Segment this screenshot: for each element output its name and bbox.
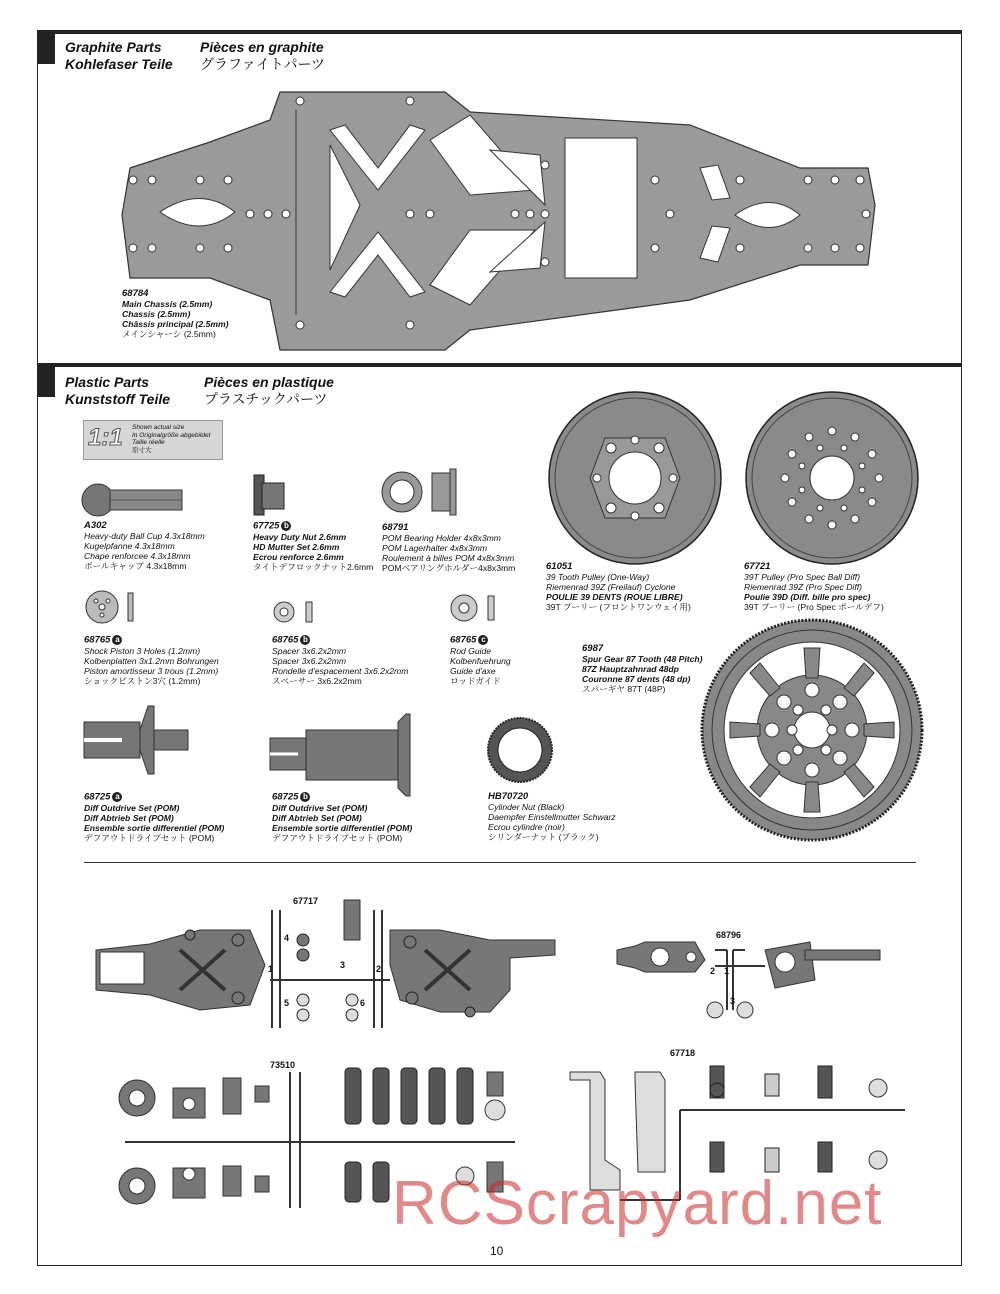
hb70720-caption xyxy=(488,792,616,842)
caption-line: Daempfer Einstellmutter Schwarz xyxy=(488,812,616,822)
p67725b-caption xyxy=(253,521,373,572)
spur-gear-drawing xyxy=(700,618,925,843)
part-number-text: 68765 xyxy=(84,634,111,646)
caption-line: メインシャーシ (2.5mm) xyxy=(122,329,216,339)
caption-line: Chape renforcee 4.3x18mm xyxy=(84,551,191,561)
caption-line: Rod Guide xyxy=(450,645,492,656)
variant-badge: b xyxy=(300,635,310,645)
tree-73510-label: 73510 xyxy=(270,1060,296,1070)
part-number: HB70720 xyxy=(488,791,529,802)
p68725a-caption xyxy=(84,792,224,843)
caption-line: POMベアリングホルダー4x8x3mm xyxy=(382,563,516,573)
tree-index: 1 xyxy=(268,964,274,974)
caption-line: デフアウトドライブセット (POM) xyxy=(84,832,215,843)
diff-outdrive-b-drawing xyxy=(268,712,418,798)
caption-line: Spacer 3x6.2x2mm xyxy=(272,655,347,666)
caption-line: Diff Outdrive Set (POM) xyxy=(272,802,368,813)
hub-carrier-tree-drawing xyxy=(615,920,885,1030)
caption-line: Couronne 87 dents (48 dp) xyxy=(582,674,691,684)
caption-line: Heavy Duty Nut 2.6mm xyxy=(253,531,347,542)
caption-line: タイトデフロックナット2.6mm xyxy=(253,561,374,572)
spacer-drawing xyxy=(272,598,322,628)
part-number: 6987 xyxy=(582,643,604,654)
caption-line: Shock Piston 3 Holes (1.2mm) xyxy=(84,645,201,656)
p61051-caption xyxy=(546,562,691,612)
caption-line: Guide d'axe xyxy=(450,665,496,676)
part-number-text: 68725 xyxy=(272,791,299,803)
caption-line: Châssis principal (2.5mm) xyxy=(122,319,229,329)
part-number xyxy=(84,792,224,803)
tree-68796-label: 68796 xyxy=(716,930,742,940)
part-number-text: 68765 xyxy=(272,634,299,646)
tree-index: 2 xyxy=(376,964,382,974)
ball-cup-drawing xyxy=(80,480,190,520)
graphite-title-jp: グラファイトパーツ xyxy=(200,56,325,72)
caption-line: Kugelpfanne 4.3x18mm xyxy=(84,541,175,551)
p68725b-caption xyxy=(272,792,412,843)
caption-line: 39T Pulley (Pro Spec Ball Diff) xyxy=(744,572,861,582)
caption-line: Riemenrad 39Z (Pro Spec Diff) xyxy=(744,582,862,592)
caption-line: Poulie 39D (Diff. bille pro spec) xyxy=(744,592,871,602)
caption-line: Kolbenplatten 3x1.2mm Bohrungen xyxy=(84,655,219,666)
caption-line: シリンダーナット (ブラック) xyxy=(488,832,599,842)
caption-line: ボールキャップ 4.3x18mm xyxy=(84,561,187,571)
part-number xyxy=(272,635,408,646)
caption-line: Shown actual size xyxy=(132,424,185,431)
tree-index: 4 xyxy=(284,933,290,943)
caption-line: Taille réelle xyxy=(132,439,165,446)
page-number: 10 xyxy=(490,1244,504,1258)
p68765b-caption xyxy=(272,635,408,686)
p68791-caption xyxy=(382,523,515,573)
plastic-title-jp: プラスチックパーツ xyxy=(204,391,328,407)
caption-line: Ensemble sortie differentiel (POM) xyxy=(84,822,225,833)
tree-67717-label: 67717 xyxy=(293,896,319,906)
chassis-caption xyxy=(122,289,229,339)
caption-line: 87Z Hauptzahnrad 48dp xyxy=(582,664,679,674)
caption-line: In Originalgröße abgebildet xyxy=(132,431,211,439)
a302-caption xyxy=(84,521,205,571)
part-number: 68784 xyxy=(122,288,149,299)
caption-line: 39T プーリー (Pro Spec ボールデフ) xyxy=(744,602,884,612)
graphite-title-en: Graphite Parts xyxy=(65,39,162,55)
part-number xyxy=(272,792,412,803)
caption-line: Diff Outdrive Set (POM) xyxy=(84,802,180,813)
pulley-ball-diff-drawing xyxy=(742,388,922,568)
caption-line: Spacer 3x6.2x2mm xyxy=(272,645,347,656)
tree-index: 3 xyxy=(340,960,346,970)
p68765a-caption xyxy=(84,635,219,686)
caption-line: Spur Gear 87 Tooth (48 Pitch) xyxy=(582,654,703,664)
p67721-caption xyxy=(744,562,884,612)
tree-index: 2 xyxy=(710,966,716,976)
section-divider xyxy=(37,363,962,367)
part-number: 68791 xyxy=(382,522,409,533)
tree-index: 1 xyxy=(724,966,730,976)
caption-line: Ecrou cylindre (noir) xyxy=(488,822,565,832)
heavy-duty-nut-drawing xyxy=(250,473,290,518)
caption-line: Piston amortisseur 3 trous (1.2mm) xyxy=(84,665,219,676)
caption-line: HD Mutter Set 2.6mm xyxy=(253,541,340,552)
section-tab xyxy=(37,363,55,397)
p68765c-caption xyxy=(450,635,511,686)
caption-line: Riemenrad 39Z (Freilauf) Cyclone xyxy=(546,582,676,592)
plastic-title-de: Kunststoff Teile xyxy=(65,391,171,407)
scale-badge-text xyxy=(132,424,220,454)
caption-line: Ensemble sortie differentiel (POM) xyxy=(272,822,413,833)
part-number: 61051 xyxy=(546,561,573,572)
caption-line: Kolbenfuehrung xyxy=(450,655,511,666)
caption-line: 39 Tooth Pulley (One-Way) xyxy=(546,572,650,582)
caption-line: POULIE 39 DENTS (ROUE LIBRE) xyxy=(546,592,683,602)
part-number-text: 68725 xyxy=(84,791,111,803)
caption-line: Cylinder Nut (Black) xyxy=(488,802,565,812)
diff-outdrive-a-drawing xyxy=(82,700,192,780)
tree-67718-label: 67718 xyxy=(670,1048,696,1058)
caption-line: Heavy-duty Ball Cup 4.3x18mm xyxy=(84,531,205,541)
bearing-holder-drawing xyxy=(380,467,460,517)
row-divider xyxy=(84,862,916,863)
variant-badge: c xyxy=(478,635,488,645)
scale-badge-ratio: 1:1 xyxy=(88,424,123,451)
scale-badge xyxy=(83,420,223,460)
graphite-title-de: Kohlefaser Teile xyxy=(65,56,173,72)
part-number: A302 xyxy=(84,520,107,531)
part-number-text: 68765 xyxy=(450,634,477,646)
caption-line: 原寸大 xyxy=(132,446,152,454)
caption-line: Diff Abtrieb Set (POM) xyxy=(272,812,362,823)
p6987-caption xyxy=(582,644,703,694)
plastic-title-en: Plastic Parts xyxy=(65,374,150,390)
plastic-title-fr: Pièces en plastique xyxy=(204,374,334,390)
caption-line: スペーサー 3x6.2x2mm xyxy=(272,675,362,686)
caption-line: デフアウトドライブセット (POM) xyxy=(272,832,403,843)
caption-line: ロッドガイド xyxy=(450,675,501,686)
caption-line: Rondelle d'espacement 3x6.2x2mm xyxy=(272,665,409,676)
part-number xyxy=(450,635,511,646)
cylinder-nut-drawing xyxy=(486,716,554,784)
tree-index: 3 xyxy=(730,996,736,1006)
caption-line: Chassis (2.5mm) xyxy=(122,309,191,319)
shock-piston-drawing xyxy=(84,587,144,627)
graphite-title-fr: Pièces en graphite xyxy=(200,39,324,55)
part-number xyxy=(253,521,373,532)
part-number: 67721 xyxy=(744,561,771,572)
rod-guide-drawing xyxy=(450,592,500,628)
caption-line: POM Bearing Holder 4x8x3mm xyxy=(382,533,501,543)
caption-line: 39T プーリー (フロントワンウェイ用) xyxy=(546,602,691,612)
variant-badge: b xyxy=(300,792,310,802)
caption-line: Roulement à billes POM 4x8x3mm xyxy=(382,553,515,563)
variant-badge: a xyxy=(112,792,122,802)
tree-index: 6 xyxy=(360,998,366,1008)
suspension-arm-tree-drawing xyxy=(90,900,560,1030)
variant-badge: a xyxy=(112,635,122,645)
caption-line: Ecrou renforce 2.6mm xyxy=(253,551,344,562)
watermark: RCScrapyard.net xyxy=(392,1169,883,1238)
variant-badge: b xyxy=(281,521,291,531)
caption-line: Main Chassis (2.5mm) xyxy=(122,299,213,309)
tree-index: 5 xyxy=(284,998,290,1008)
part-number xyxy=(84,635,219,646)
caption-line: ショックピストン3穴 (1.2mm) xyxy=(84,675,201,686)
pulley-one-way-drawing xyxy=(545,388,725,568)
caption-line: スパーギヤ 87T (48P) xyxy=(582,684,666,694)
caption-line: Diff Abtrieb Set (POM) xyxy=(84,812,174,823)
part-number-text: 67725 xyxy=(253,520,280,532)
caption-line: POM Lagerhalter 4x8x3mm xyxy=(382,543,488,553)
